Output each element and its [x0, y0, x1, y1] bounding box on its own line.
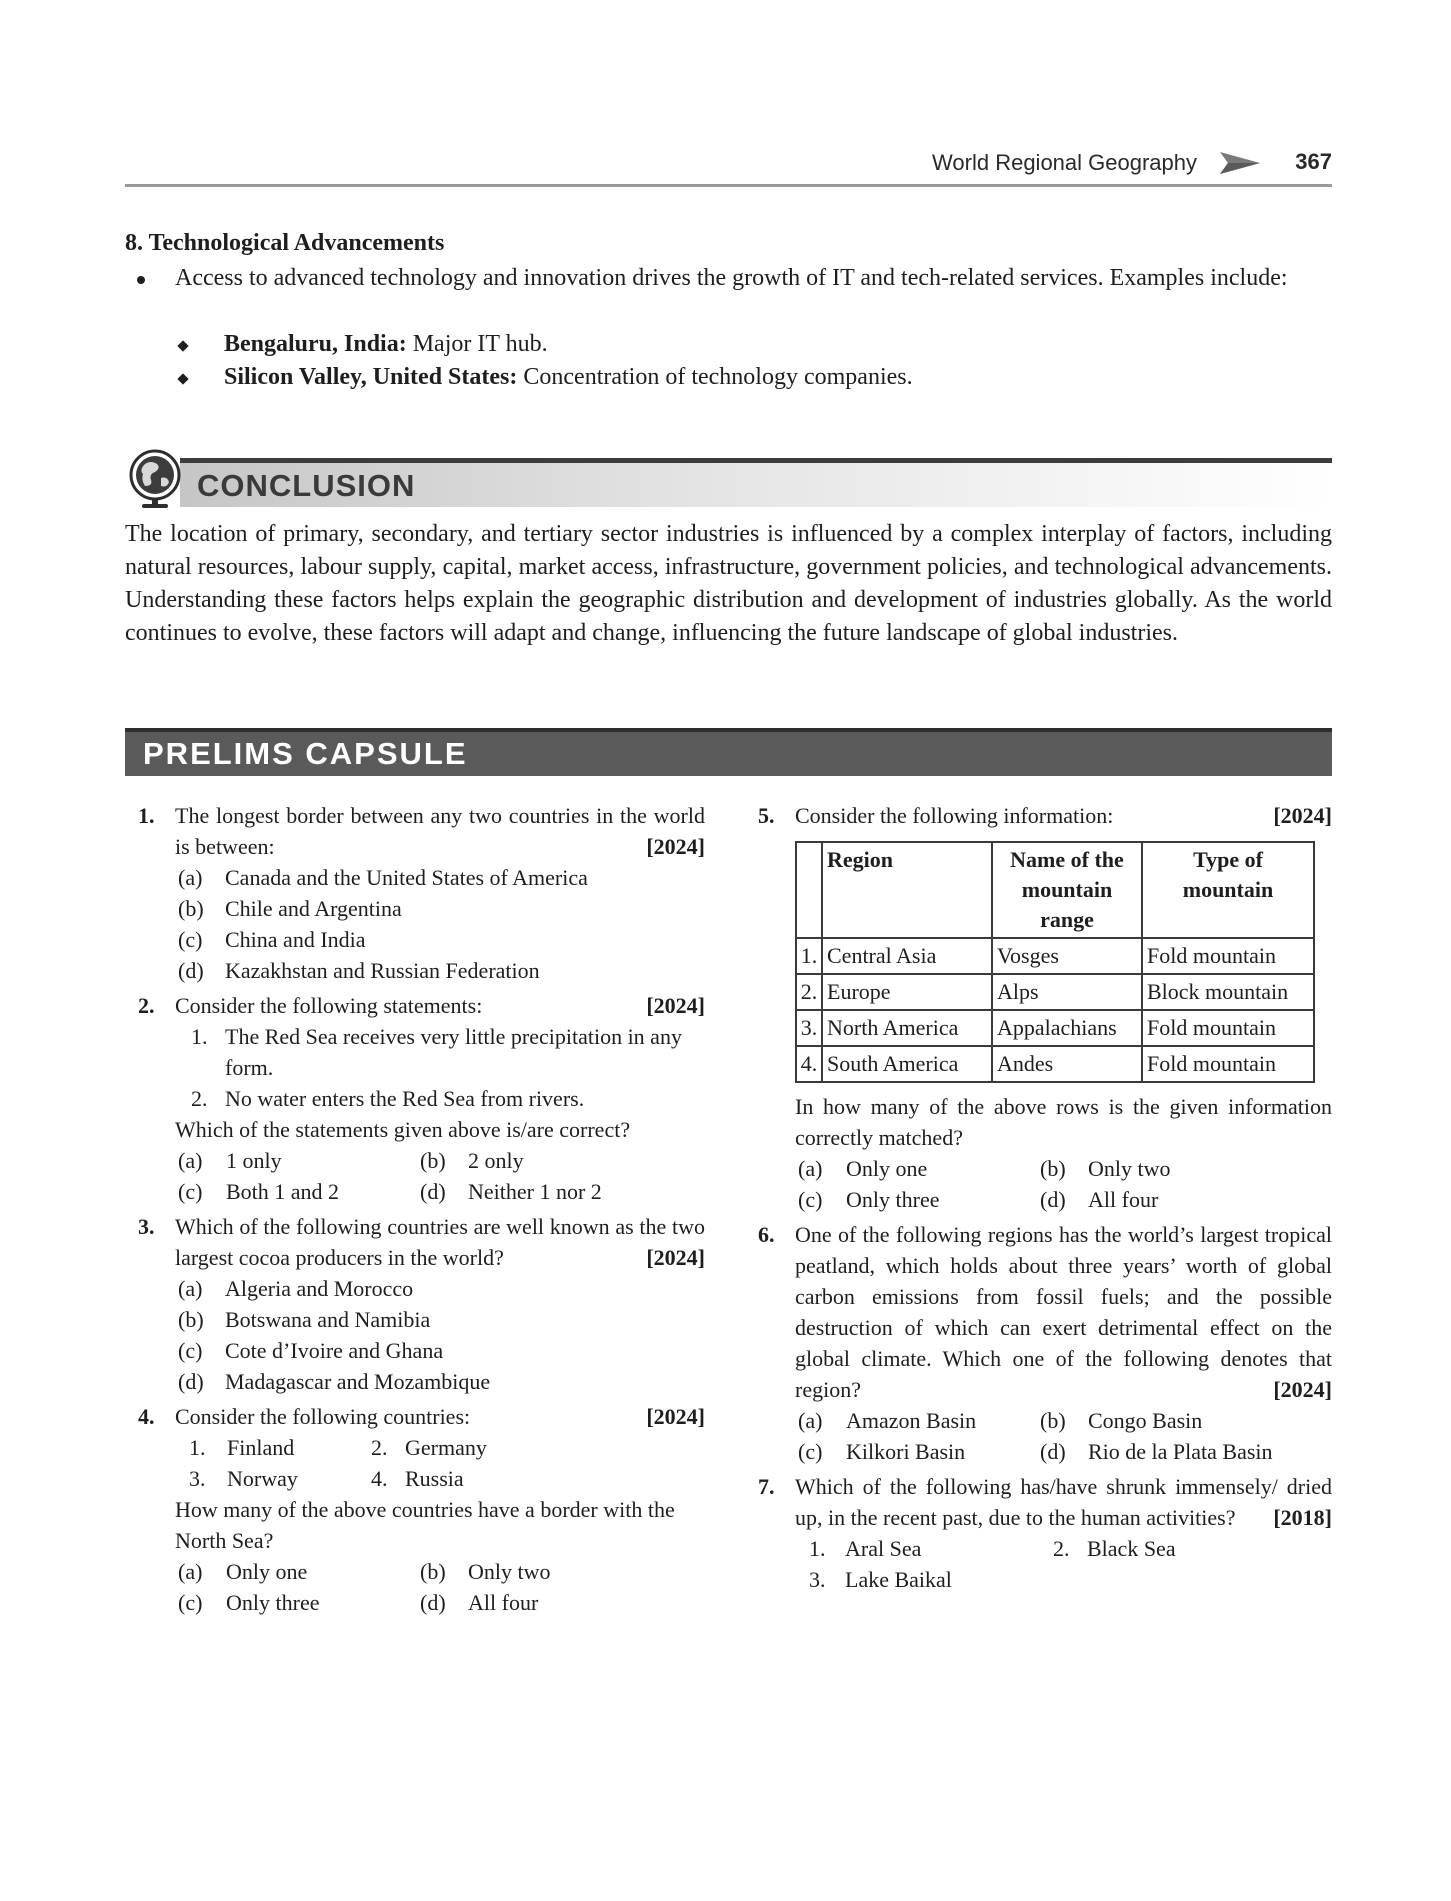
- option-letter: (b): [1040, 1408, 1066, 1433]
- option-letter: (c): [798, 1439, 823, 1464]
- question-stem: Consider the following information:: [795, 803, 1114, 828]
- table-header-cell: Region: [822, 842, 992, 938]
- option-letter: (a): [178, 1276, 203, 1301]
- option: [175, 924, 705, 955]
- option-letter: (c): [798, 1187, 823, 1212]
- option-text: Rio de la Plata Basin: [1088, 1439, 1273, 1464]
- statement: [175, 1021, 705, 1083]
- question-2: [125, 990, 705, 1207]
- question-year: [2024]: [646, 993, 705, 1018]
- section-title: 8. Technological Advancements: [125, 230, 445, 256]
- questions-left-column: [125, 800, 705, 1622]
- question-ask: Which of the statements given above is/are correct?: [175, 1117, 631, 1142]
- option: [1037, 1436, 1273, 1467]
- table-cell: Andes: [992, 1046, 1142, 1082]
- option-letter: (b): [1040, 1156, 1066, 1181]
- item: [795, 1564, 952, 1595]
- item-text: Black Sea: [1087, 1536, 1176, 1561]
- option-row: [795, 1184, 1332, 1215]
- table-cell: 3.: [796, 1010, 822, 1046]
- question-1: [125, 800, 705, 986]
- option: [175, 1366, 705, 1397]
- question-year: [2024]: [1273, 1377, 1332, 1402]
- table-row: [796, 1046, 1314, 1082]
- table-row: [796, 974, 1314, 1010]
- option-letter: (a): [178, 865, 203, 890]
- example-place: Silicon Valley, United States:: [224, 364, 518, 390]
- option-text: Botswana and Namibia: [225, 1307, 431, 1332]
- table-row: [796, 1010, 1314, 1046]
- statement-text: No water enters the Red Sea from rivers.: [225, 1086, 585, 1111]
- option-text: Only one: [846, 1156, 928, 1181]
- option-text: Only three: [226, 1590, 320, 1615]
- example-item: [125, 361, 1332, 394]
- option-text: Congo Basin: [1088, 1408, 1203, 1433]
- option-text: Only one: [226, 1559, 308, 1584]
- option-row: [175, 1587, 705, 1618]
- question-stem: Consider the following statements:: [175, 993, 483, 1018]
- option-letter: (b): [178, 1307, 204, 1332]
- option-letter: (c): [178, 1590, 203, 1615]
- option-letter: (d): [420, 1179, 446, 1204]
- option: [175, 893, 705, 924]
- option-text: 1 only: [226, 1148, 282, 1173]
- question-5: [745, 800, 1332, 1215]
- table-cell: 4.: [796, 1046, 822, 1082]
- country: [175, 1463, 298, 1494]
- bullet-icon: [137, 276, 145, 284]
- country-row: [175, 1463, 705, 1494]
- question-6: [745, 1219, 1332, 1467]
- option-letter: (b): [178, 896, 204, 921]
- option: [175, 862, 705, 893]
- questions-right-column: [745, 800, 1332, 1599]
- option-row: [795, 1153, 1332, 1184]
- statement-number: 2.: [191, 1086, 208, 1111]
- table-header-cell: [796, 842, 822, 938]
- option-text: Algeria and Morocco: [225, 1276, 414, 1301]
- question-number: 1.: [138, 803, 155, 828]
- question-year: [2024]: [646, 1404, 705, 1429]
- mountain-table: [795, 841, 1315, 1083]
- option-text: Neither 1 nor 2: [468, 1179, 602, 1204]
- option: [175, 1176, 339, 1207]
- option-row: [795, 1405, 1332, 1436]
- question-text: [795, 1219, 1332, 1405]
- table-header-cell: Type of mountain: [1142, 842, 1314, 938]
- table-cell: 2.: [796, 974, 822, 1010]
- country-number: 1.: [189, 1435, 206, 1460]
- option: [795, 1184, 939, 1215]
- item-text: Lake Baikal: [845, 1567, 952, 1592]
- table-cell: Vosges: [992, 938, 1142, 974]
- example-item: [125, 328, 1332, 361]
- option-row: [175, 1145, 705, 1176]
- item: [795, 1533, 921, 1564]
- question-stem: Which of the following countries are well known as the two largest cocoa producers in the world?: [175, 1214, 705, 1270]
- option-text: Cote d’Ivoire and Ghana: [225, 1338, 444, 1363]
- option-letter: (d): [1040, 1187, 1066, 1212]
- running-header-title: World Regional Geography: [932, 150, 1197, 175]
- option-letter: (c): [178, 1338, 203, 1363]
- option: [417, 1587, 538, 1618]
- option-letter: (d): [420, 1590, 446, 1615]
- question-text: [175, 800, 705, 862]
- item: [1053, 1533, 1176, 1564]
- item-number: 1.: [809, 1536, 826, 1561]
- option-letter: (a): [798, 1408, 823, 1433]
- question-ask: In how many of the above rows is the given information correctly matched?: [795, 1094, 1332, 1150]
- table-row: [796, 938, 1314, 974]
- option: [175, 1335, 705, 1366]
- option-text: Chile and Argentina: [225, 896, 402, 921]
- country-name: Finland: [227, 1435, 295, 1460]
- country-number: 4.: [371, 1466, 388, 1491]
- question-text: [795, 800, 1332, 831]
- option-letter: (b): [420, 1148, 446, 1173]
- option: [175, 1273, 705, 1304]
- item-number: 3.: [809, 1567, 826, 1592]
- country: [175, 1432, 294, 1463]
- conclusion-banner: [125, 448, 1332, 510]
- option: [175, 1556, 307, 1587]
- table-cell: Appalachians: [992, 1010, 1142, 1046]
- statement: [175, 1083, 705, 1114]
- question-year: [2018]: [1273, 1505, 1332, 1530]
- option-text: All four: [1088, 1187, 1159, 1212]
- option: [417, 1176, 602, 1207]
- table-cell: Block mountain: [1142, 974, 1314, 1010]
- option-letter: (a): [178, 1559, 203, 1584]
- option-letter: (b): [420, 1559, 446, 1584]
- country-number: 2.: [371, 1435, 388, 1460]
- table-cell: Central Asia: [822, 938, 992, 974]
- country-row: [175, 1432, 705, 1463]
- option: [795, 1405, 976, 1436]
- table-cell: North America: [822, 1010, 992, 1046]
- question-number: 5.: [758, 803, 775, 828]
- option-text: Kazakhstan and Russian Federation: [225, 958, 540, 983]
- option: [1037, 1153, 1171, 1184]
- option: [175, 1145, 282, 1176]
- question-text: [175, 1211, 705, 1273]
- option-text: Both 1 and 2: [226, 1179, 340, 1204]
- item-row: [795, 1533, 1332, 1564]
- option-text: Madagascar and Mozambique: [225, 1369, 491, 1394]
- question-year: [2024]: [646, 834, 705, 859]
- question-number: 2.: [138, 993, 155, 1018]
- conclusion-text: The location of primary, secondary, and tertiary sector industries is influenced by a complex interplay of factors, including natural resources, labour supply, capital, market access, infrastructure, government policies, and technological advancements. Understanding these factors helps explain the geographic distribution and development of industries globally. As the world continues to evolve, these factors will adapt and change, influencing the future landscape of global industries.: [125, 521, 1332, 646]
- table-cell: Alps: [992, 974, 1142, 1010]
- option-text: Only three: [846, 1187, 940, 1212]
- table-cell: South America: [822, 1046, 992, 1082]
- example-desc: Concentration of technology companies.: [517, 364, 913, 390]
- item-row: [795, 1564, 1332, 1595]
- globe-icon: [125, 448, 185, 510]
- prelims-heading: PRELIMS CAPSULE: [143, 736, 468, 771]
- country-number: 3.: [189, 1466, 206, 1491]
- option-letter: (c): [178, 1179, 203, 1204]
- question-4: [125, 1401, 705, 1618]
- question-7: [745, 1471, 1332, 1595]
- question-number: 7.: [758, 1474, 775, 1499]
- bullet-item: [125, 262, 1332, 295]
- header-rule: [125, 184, 1332, 187]
- option-letter: (a): [178, 1148, 203, 1173]
- country-name: Germany: [405, 1435, 487, 1460]
- arrow-icon: [1218, 148, 1262, 178]
- running-header: [125, 148, 1332, 186]
- country: [371, 1432, 487, 1463]
- option-text: All four: [468, 1590, 539, 1615]
- banner-rule: [180, 458, 1332, 463]
- option-text: Canada and the United States of America: [225, 865, 588, 890]
- option-letter: (d): [178, 1369, 204, 1394]
- option-text: Only two: [468, 1559, 551, 1584]
- question-stem: One of the following regions has the world’s largest tropical peatland, which holds about three years’ worth of global carbon emissions from fossil fuels; and the possible destruction of which can exert detrimental effect on the global climate. Which one of the following denotes that region?: [795, 1222, 1332, 1402]
- option-text: Kilkori Basin: [846, 1439, 966, 1464]
- question-number: 3.: [138, 1214, 155, 1239]
- question-stem: Consider the following countries:: [175, 1404, 471, 1429]
- option-letter: (a): [798, 1156, 823, 1181]
- option-text: 2 only: [468, 1148, 524, 1173]
- option-letter: (d): [178, 958, 204, 983]
- question-year: [2024]: [646, 1245, 705, 1270]
- option: [1037, 1405, 1202, 1436]
- option: [175, 1304, 705, 1335]
- option-text: Only two: [1088, 1156, 1171, 1181]
- option-row: [175, 1556, 705, 1587]
- table-cell: Fold mountain: [1142, 1046, 1314, 1082]
- option-letter: (c): [178, 927, 203, 952]
- question-text: [175, 1401, 705, 1432]
- question-text: [175, 990, 705, 1021]
- table-header-row: [796, 842, 1314, 938]
- question-number: 4.: [138, 1404, 155, 1429]
- country: [371, 1463, 464, 1494]
- question-ask: How many of the above countries have a border with the North Sea?: [175, 1497, 675, 1553]
- question-stem: Which of the following has/have shrunk immensely/ dried up, in the recent past, due to the human activities?: [795, 1474, 1332, 1530]
- conclusion-heading: CONCLUSION: [197, 468, 416, 503]
- option: [175, 1587, 319, 1618]
- option-row: [175, 1176, 705, 1207]
- option: [795, 1436, 965, 1467]
- table-cell: 1.: [796, 938, 822, 974]
- option: [175, 955, 705, 986]
- option-text: Amazon Basin: [846, 1408, 977, 1433]
- option-row: [795, 1436, 1332, 1467]
- statement-text: The Red Sea receives very little precipitation in any form.: [225, 1024, 682, 1080]
- question-year: [2024]: [1273, 803, 1332, 828]
- question-number: 6.: [758, 1222, 775, 1247]
- option: [417, 1556, 551, 1587]
- question-3: [125, 1211, 705, 1397]
- page-number: 367: [1295, 149, 1332, 174]
- table-cell: Europe: [822, 974, 992, 1010]
- statement-number: 1.: [191, 1024, 208, 1049]
- country-name: Norway: [227, 1466, 298, 1491]
- prelims-banner: [125, 728, 1332, 776]
- example-place: Bengaluru, India:: [224, 331, 407, 357]
- item-number: 2.: [1053, 1536, 1070, 1561]
- bullet-text: Access to advanced technology and innovation drives the growth of IT and tech-related services. Examples include:: [175, 265, 1288, 291]
- table-cell: Fold mountain: [1142, 1010, 1314, 1046]
- option-letter: (d): [1040, 1439, 1066, 1464]
- table-header-cell: Name of the mountain range: [992, 842, 1142, 938]
- example-desc: Major IT hub.: [406, 331, 548, 357]
- option-text: China and India: [225, 927, 366, 952]
- question-stem: The longest border between any two countries in the world is between:: [175, 803, 705, 859]
- item-text: Aral Sea: [845, 1536, 922, 1561]
- country-name: Russia: [405, 1466, 464, 1491]
- question-text: [795, 1471, 1332, 1533]
- option: [1037, 1184, 1158, 1215]
- option: [417, 1145, 524, 1176]
- table-cell: Fold mountain: [1142, 938, 1314, 974]
- option: [795, 1153, 927, 1184]
